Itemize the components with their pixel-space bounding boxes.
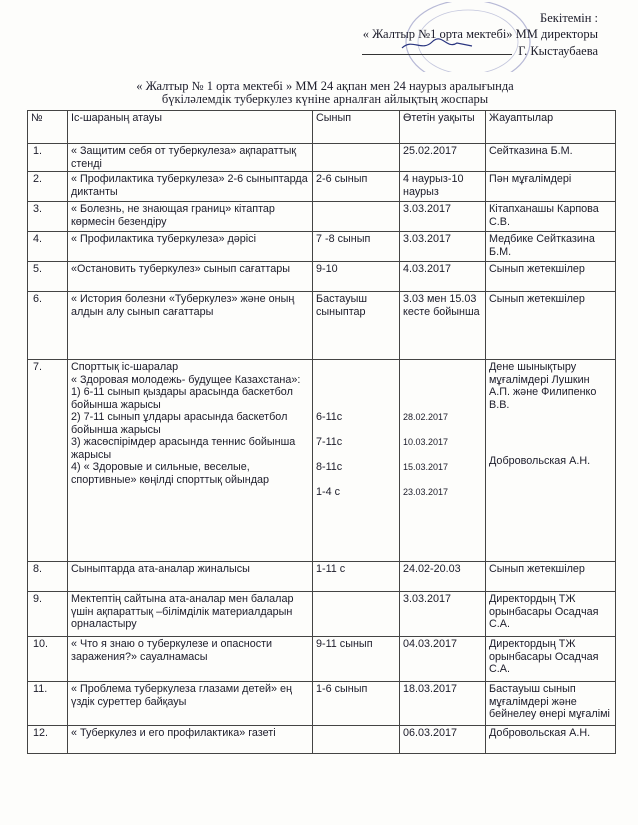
- plan-table: [27, 110, 616, 754]
- row-num: 2.: [28, 172, 68, 202]
- row-date: 3.03 мен 15.03 кесте бойынша: [400, 292, 486, 360]
- sports-grade: 1-4 с: [316, 486, 341, 498]
- sports-date: 23.03.2017: [403, 487, 449, 497]
- sports-date: 15.03.2017: [403, 462, 449, 472]
- row-date: [400, 360, 486, 562]
- sports-item: 4) « Здоровые и сильные, веселые, спортивные» көңілді спорттық ойындар: [71, 461, 270, 486]
- row-date: 25.02.2017: [400, 144, 486, 172]
- title-line-1: « Жалтыр № 1 орта мектебі » ММ 24 ақпан мен 24 наурыз аралығында: [136, 79, 514, 93]
- row-num: 8.: [28, 562, 68, 592]
- sports-grade: 8-11с: [316, 461, 343, 473]
- row-date: 4.03.2017: [400, 262, 486, 292]
- table-row: [28, 726, 616, 754]
- sports-responsible-2: Добровольская А.Н.: [489, 455, 591, 467]
- signature: [362, 42, 512, 55]
- row-grade: [313, 726, 400, 754]
- row-grade: [313, 144, 400, 172]
- row-date: 06.03.2017: [400, 726, 486, 754]
- sports-item: 2) 7-11 сынып ұлдары арасында баскетбол бойынша жарысы: [71, 411, 288, 436]
- row-event: « История болезни «Туберкулез» және оның алдын алу сынып сағаттары: [68, 292, 313, 360]
- row-responsible: Кітапханашы Карпова С.В.: [486, 202, 616, 232]
- row-num: 10.: [28, 637, 68, 682]
- header-responsible: Жауаптылар: [486, 111, 616, 144]
- approval-heading: Бекітемін :: [540, 11, 598, 25]
- row-grade: [313, 592, 400, 637]
- row-grade: [313, 360, 400, 562]
- table-row: [28, 562, 616, 592]
- row-date: 24.02-20.03: [400, 562, 486, 592]
- row-responsible: Бастауыш сынып мұғалімдері және бейнелеу өнері мұғалімі: [486, 682, 616, 726]
- row-responsible: Медбике Сейтказина Б.М.: [486, 232, 616, 262]
- row-grade: 2-6 сынып: [313, 172, 400, 202]
- row-date: 3.03.2017: [400, 232, 486, 262]
- header-date: Өтетін уақыты: [400, 111, 486, 144]
- row-num: 12.: [28, 726, 68, 754]
- sports-intro: Спорттық іс-шаралар « Здоровая молодежь- будущее Казахстана»:: [71, 361, 301, 386]
- table-row-sports: [28, 360, 616, 562]
- row-num: 9.: [28, 592, 68, 637]
- row-num: 1.: [28, 144, 68, 172]
- table-row: [28, 232, 616, 262]
- row-num: 11.: [28, 682, 68, 726]
- row-num: 3.: [28, 202, 68, 232]
- row-date: 3.03.2017: [400, 202, 486, 232]
- row-grade: 1-6 сынып: [313, 682, 400, 726]
- row-num: 4.: [28, 232, 68, 262]
- row-grade: [313, 202, 400, 232]
- signature-scribble: [362, 38, 512, 52]
- table-row: [28, 172, 616, 202]
- approval-position: « Жалтыр №1 орта мектебі» ММ директоры: [362, 27, 598, 41]
- row-num: 6.: [28, 292, 68, 360]
- row-responsible: Сынып жетекшілер: [486, 292, 616, 360]
- table-row: [28, 637, 616, 682]
- row-grade: 1-11 с: [313, 562, 400, 592]
- row-responsible: [486, 360, 616, 562]
- row-event: Сыныптарда ата-аналар жиналысы: [68, 562, 313, 592]
- row-date: 18.03.2017: [400, 682, 486, 726]
- row-responsible: Добровольская А.Н.: [486, 726, 616, 754]
- row-event: « Профилактика туберкулеза» дәрісі: [68, 232, 313, 262]
- row-grade: Бастауыш сыныптар: [313, 292, 400, 360]
- row-event: «Остановить туберкулез» сынып сағаттары: [68, 262, 313, 292]
- row-responsible: Сейтказина Б.М.: [486, 144, 616, 172]
- row-num: 5.: [28, 262, 68, 292]
- director-name: Г. Кыстаубаева: [518, 44, 598, 58]
- table-row: [28, 592, 616, 637]
- row-date: 4 наурыз-10 наурыз: [400, 172, 486, 202]
- row-responsible: Сынып жетекшілер: [486, 562, 616, 592]
- header-event: Іс-шараның атауы: [68, 111, 313, 144]
- row-responsible: Директордың ТЖ орынбасары Осадчая С.А.: [486, 637, 616, 682]
- table-row: [28, 682, 616, 726]
- header-num: №: [28, 111, 68, 144]
- sports-grade: 6-11с: [316, 411, 343, 423]
- sports-item: 3) жасөспірімдер арасында теннис бойынша жарысы: [71, 436, 296, 461]
- sports-responsible-1: Дене шынықтыру мұғалімдері Лушкин А.П. және Филипенко В.В.: [489, 361, 597, 411]
- row-grade: 9-10: [313, 262, 400, 292]
- row-responsible: Сынып жетекшілер: [486, 262, 616, 292]
- row-responsible: Пән мұғалімдері: [486, 172, 616, 202]
- row-grade: 9-11 сынып: [313, 637, 400, 682]
- table-row: [28, 262, 616, 292]
- row-grade: 7 -8 сынып: [313, 232, 400, 262]
- sports-grade: 7-11с: [316, 436, 343, 448]
- row-date: 3.03.2017: [400, 592, 486, 637]
- row-date: 04.03.2017: [400, 637, 486, 682]
- row-event: Мектептің сайтына ата-аналар мен балалар үшін ақпараттық –білімділік материалдарын орналастыру: [68, 592, 313, 637]
- table-row: [28, 202, 616, 232]
- header-grade: Сынып: [313, 111, 400, 144]
- row-event: « Проблема туберкулеза глазами детей» ең үздік суреттер байқауы: [68, 682, 313, 726]
- sports-date: 10.03.2017: [403, 437, 449, 447]
- row-event: « Профилактика туберкулеза» 2-6 сыныптарда диктанты: [68, 172, 313, 202]
- row-event: « Туберкулез и его профилактика» газеті: [68, 726, 313, 754]
- sports-date: 28.02.2017: [403, 412, 449, 422]
- document-title: [40, 80, 610, 106]
- row-num: 7.: [28, 360, 68, 562]
- row-event: « Что я знаю о туберкулезе и опасности заражения?» сауалнамасы: [68, 637, 313, 682]
- sports-item: 1) 6-11 сынып қыздары арасында баскетбол бойынша жарысы: [71, 386, 293, 411]
- row-event: [68, 360, 313, 562]
- approval-block: [278, 10, 598, 59]
- table-header-row: [28, 111, 616, 144]
- row-event: « Защитим себя от туберкулеза» ақпараттық стенді: [68, 144, 313, 172]
- row-event: « Болезнь, не знающая границ» кітаптар көрмесін безендіру: [68, 202, 313, 232]
- approval-signature-line: [278, 42, 598, 59]
- table-row: [28, 144, 616, 172]
- table-row: [28, 292, 616, 360]
- row-responsible: Директордың ТЖ орынбасары Осадчая С.А.: [486, 592, 616, 637]
- title-line-2: бүкіләлемдік туберкулез күніне арналған айлықтың жоспары: [161, 92, 489, 106]
